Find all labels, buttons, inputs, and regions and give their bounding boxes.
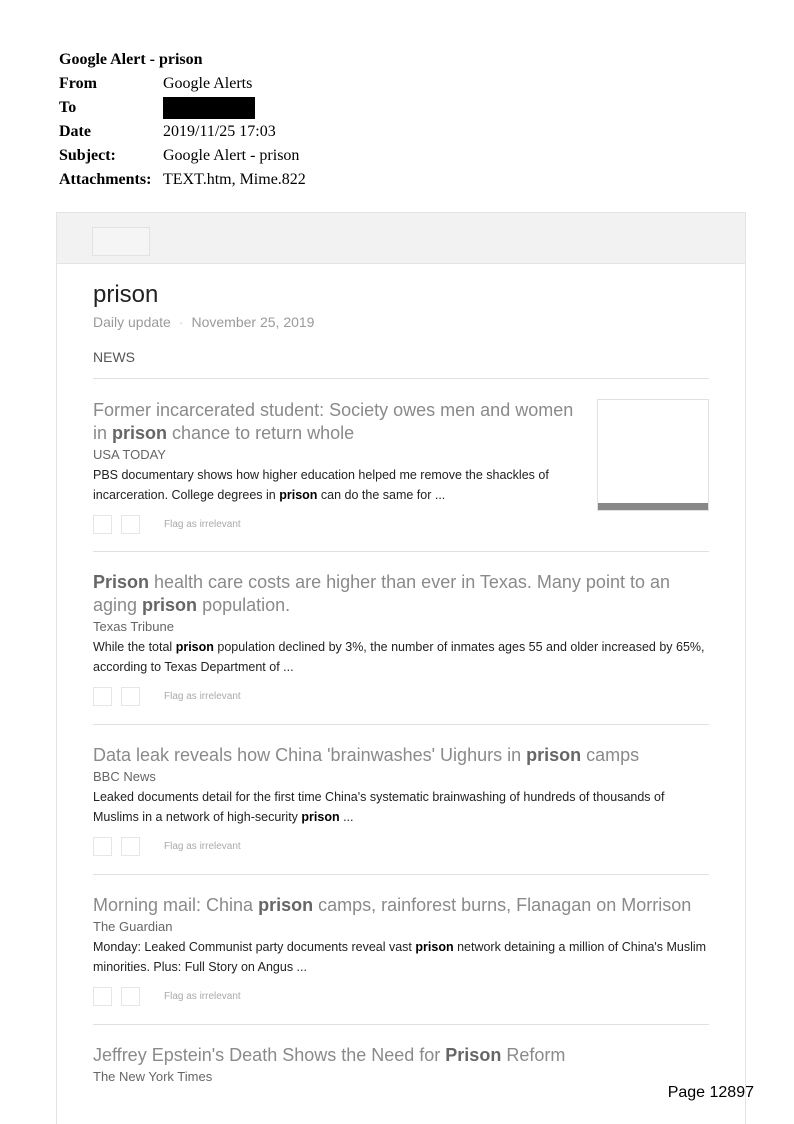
keyword-highlight: Prison [93,572,150,592]
keyword-highlight: prison [258,895,314,915]
share-icon[interactable] [121,515,140,534]
news-source: BBC News [93,769,156,784]
separator-dot: · [178,314,184,330]
news-item [93,571,709,706]
text-fragment: population declined by 3%, the number of inmates ages 55 and older increased by 65%, according to Texas Department of ... [93,640,705,674]
news-title-link[interactable] [93,571,709,617]
text-fragment: While the total [93,640,176,654]
page-number: Page 12897 [667,1084,754,1101]
news-item [93,399,709,534]
text-fragment: health care costs are higher than ever in Texas. Many point to an aging [93,572,670,615]
alert-frequency: Daily update [93,314,171,330]
text-fragment: Former incarcerated student: Society owes men and women in [93,400,574,443]
section-label: NEWS [93,349,135,365]
news-item [93,744,709,856]
item-actions [93,836,709,856]
news-title-link[interactable] [93,894,709,917]
redaction-box [163,97,255,119]
field-to [59,96,306,120]
email-title: Google Alert - prison [59,51,203,68]
news-title-link[interactable] [93,1044,709,1067]
text-fragment: population. [197,595,291,615]
field-label: Date [59,123,91,140]
field-date [59,120,306,144]
news-snippet [93,465,583,505]
news-title-link[interactable] [93,399,583,445]
share-icon[interactable] [121,987,140,1006]
text-fragment: Reform [501,1045,566,1065]
alert-date: November 25, 2019 [191,314,315,330]
divider [93,724,709,725]
item-actions [93,514,709,534]
news-snippet [93,937,709,977]
card-header [57,213,745,264]
text-fragment: PBS documentary shows how higher education helped me remove the shackles of incarceration. College degrees in [93,468,549,502]
text-fragment: can do the same for ... [317,488,446,502]
text-fragment: Jeffrey Epstein's Death Shows the Need for [93,1045,446,1065]
share-icon[interactable] [93,515,112,534]
flag-irrelevant-link[interactable]: Flag as irrelevant [164,840,241,852]
field-label: To [59,99,77,116]
item-actions [93,986,709,1006]
news-title-link[interactable] [93,744,709,767]
divider [93,551,709,552]
flag-irrelevant-link[interactable]: Flag as irrelevant [164,990,241,1002]
text-fragment: ... [339,810,354,824]
alert-card [56,212,746,1124]
news-snippet [93,787,709,827]
text-fragment: chance to return whole [167,423,355,443]
share-icon[interactable] [93,987,112,1006]
divider [93,874,709,875]
news-source: The Guardian [93,919,173,934]
share-icon[interactable] [121,687,140,706]
text-fragment: Data leak reveals how China 'brainwashes' Uighurs in [93,745,527,765]
thumbnail-bar [598,503,708,510]
text-fragment: Morning mail: China [93,895,259,915]
alert-subtitle [93,314,314,330]
share-icon[interactable] [93,837,112,856]
news-item [93,894,709,1006]
news-item [93,1044,709,1087]
field-value: Google Alert - prison [163,147,300,164]
news-snippet [93,637,709,677]
news-source: USA TODAY [93,447,166,462]
text-fragment: Monday: Leaked Communist party documents reveal vast [93,940,416,954]
news-thumbnail[interactable] [597,399,709,511]
keyword-highlight: prison [301,810,340,824]
email-header [59,48,306,192]
keyword-highlight: prison [526,745,582,765]
google-logo-placeholder[interactable] [92,227,150,256]
field-from [59,72,306,96]
item-actions [93,686,709,706]
field-label: Attachments: [59,171,152,188]
field-value[interactable]: TEXT.htm, Mime.822 [163,171,306,188]
text-fragment: network detaining a million of China's Muslim minorities. Plus: Full Story on Angus ... [93,940,707,974]
flag-irrelevant-link[interactable]: Flag as irrelevant [164,518,241,530]
divider [93,1024,709,1025]
share-icon[interactable] [121,837,140,856]
keyword-highlight: prison [112,423,168,443]
field-value: 2019/11/25 17:03 [163,123,276,140]
field-value: Google Alerts [163,75,253,92]
flag-irrelevant-link[interactable]: Flag as irrelevant [164,690,241,702]
news-source: The New York Times [93,1069,213,1084]
divider [93,378,709,379]
field-attachments [59,168,306,192]
alert-query-title: prison [93,281,159,308]
keyword-highlight: prison [279,488,318,502]
keyword-highlight: prison [415,940,454,954]
share-icon[interactable] [93,687,112,706]
text-fragment: camps [581,745,640,765]
keyword-highlight: Prison [445,1045,502,1065]
text-fragment: camps, rainforest burns, Flanagan on Morrison [313,895,692,915]
field-label: Subject: [59,147,116,164]
text-fragment: Leaked documents detail for the first time China's systematic brainwashing of hundreds of thousands of Muslims in a network of high-security [93,790,665,824]
field-subject [59,144,306,168]
news-source: Texas Tribune [93,619,174,634]
keyword-highlight: prison [175,640,214,654]
field-label: From [59,75,97,92]
keyword-highlight: prison [142,595,198,615]
